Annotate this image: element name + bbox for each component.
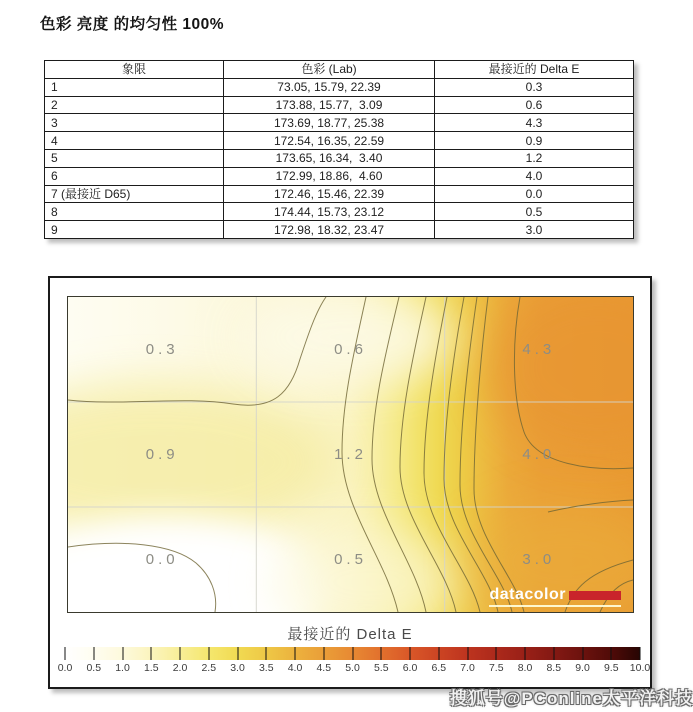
cell-delta-e: 0.5	[435, 203, 634, 221]
uniformity-heatmap	[67, 296, 634, 613]
colorbar-tick-label: 8.0	[517, 662, 533, 674]
cell-delta-e: 0.6	[435, 96, 634, 114]
heatmap-value-labels	[68, 297, 633, 612]
table-row	[45, 96, 634, 114]
colorbar-tick	[640, 647, 641, 660]
colorbar-tick-label: 9.0	[575, 662, 590, 674]
table-row	[45, 167, 634, 185]
quadrant-2-value: 0.6	[334, 341, 367, 358]
cell-delta-e: 1.2	[435, 149, 634, 167]
colorbar-tick-label: 6.5	[431, 662, 447, 674]
colorbar-tick-label: 1.5	[143, 662, 159, 674]
cell-quadrant: 8	[45, 203, 224, 221]
table-row	[45, 149, 634, 167]
table-row	[45, 132, 634, 150]
colorbar-tick-label: 7.5	[488, 662, 504, 674]
colorbar-tick-label: 10.0	[629, 662, 651, 674]
colorbar-tick	[323, 647, 324, 660]
cell-quadrant: 1	[45, 78, 224, 96]
cell-lab: 173.65, 16.34, 3.40	[224, 149, 435, 167]
colorbar-tick-labels	[57, 662, 651, 676]
colorbar-tick	[122, 647, 123, 660]
colorbar-tick-label: 3.0	[230, 662, 245, 674]
table-header-row	[45, 61, 634, 79]
cell-lab: 173.69, 18.77, 25.38	[224, 114, 435, 132]
colorbar-tick	[180, 647, 181, 660]
colorbar-title: 最接近的 Delta E	[287, 626, 413, 643]
colorbar-tick	[438, 647, 439, 660]
table-row	[45, 78, 634, 96]
quadrant-8-value: 0.5	[334, 551, 367, 568]
quadrant-6-value: 4.0	[522, 446, 556, 463]
colorbar-tick	[295, 647, 296, 660]
quadrant-5-value: 1.2	[334, 446, 367, 463]
colorbar-tick-label: 6.0	[402, 662, 418, 674]
cell-quadrant: 7 (最接近 D65)	[45, 185, 224, 203]
colorbar-tick-label: 2.0	[172, 662, 188, 674]
cell-lab: 172.46, 15.46, 22.39	[224, 185, 435, 203]
quadrant-3-value: 4.3	[522, 341, 556, 358]
colorbar-tick	[611, 647, 612, 660]
cell-quadrant: 5	[45, 149, 224, 167]
cell-delta-e: 3.0	[435, 221, 634, 239]
header-lab: 色彩 (Lab)	[224, 61, 435, 79]
cell-delta-e: 0.0	[435, 185, 634, 203]
cell-quadrant: 2	[45, 96, 224, 114]
colorbar-tick	[266, 647, 267, 660]
colorbar-tick	[553, 647, 554, 660]
cell-lab: 172.98, 18.32, 23.47	[224, 221, 435, 239]
watermark: 搜狐号@PConline太平洋科技	[449, 689, 693, 708]
cell-quadrant: 4	[45, 132, 224, 150]
colorbar-tick	[65, 647, 66, 660]
page-title: 色彩 亮度 的均匀性 100%	[40, 16, 225, 33]
colorbar-tick	[496, 647, 497, 660]
colorbar-tick-label: 0.5	[86, 662, 102, 674]
datacolor-logo-text: datacolor	[489, 586, 566, 603]
cell-delta-e: 0.9	[435, 132, 634, 150]
colorbar-tick-label: 7.0	[460, 662, 475, 674]
quadrant-1-value: 0.3	[145, 341, 179, 358]
colorbar-tick-label: 8.5	[546, 662, 562, 674]
colorbar-tick-label: 5.5	[373, 662, 389, 674]
colorbar-tick-label: 1.0	[115, 662, 130, 674]
colorbar-tick	[582, 647, 583, 660]
colorbar-tick-label: 4.5	[316, 662, 332, 674]
cell-lab: 73.05, 15.79, 22.39	[224, 78, 435, 96]
header-quadrant: 象限	[45, 61, 224, 79]
cell-delta-e: 0.3	[435, 78, 634, 96]
colorbar-tick	[525, 647, 526, 660]
colorbar-tick	[151, 647, 152, 660]
quadrant-4-value: 0.9	[145, 446, 179, 463]
colorbar-tick	[467, 647, 468, 660]
header-delta-e: 最接近的 Delta E	[435, 61, 634, 79]
colorbar-tick-label: 0.0	[57, 662, 73, 674]
cell-delta-e: 4.3	[435, 114, 634, 132]
colorbar-tick-label: 9.5	[603, 662, 619, 674]
quadrant-7-value: 0.0	[145, 551, 179, 568]
table-row	[45, 114, 634, 132]
colorbar-tick-label: 3.5	[258, 662, 274, 674]
table-row	[45, 185, 634, 203]
cell-lab: 174.44, 15.73, 23.12	[224, 203, 435, 221]
uniformity-chart-panel	[48, 276, 652, 689]
colorbar-tick	[93, 647, 94, 660]
colorbar-tick-label: 2.5	[201, 662, 217, 674]
table-row	[45, 203, 634, 221]
datacolor-logo-bar	[569, 591, 621, 600]
cell-lab: 173.88, 15.77, 3.09	[224, 96, 435, 114]
cell-quadrant: 9	[45, 221, 224, 239]
colorbar-gradient	[65, 647, 640, 660]
colorbar-tick	[208, 647, 209, 660]
colorbar-tick-label: 4.0	[287, 662, 303, 674]
colorbar-tick	[410, 647, 411, 660]
colorbar-tick	[237, 647, 238, 660]
cell-lab: 172.99, 18.86, 4.60	[224, 167, 435, 185]
cell-lab: 172.54, 16.35, 22.59	[224, 132, 435, 150]
delta-e-table	[44, 60, 634, 239]
colorbar-tick-label: 5.0	[345, 662, 360, 674]
colorbar-tick	[381, 647, 382, 660]
cell-delta-e: 4.0	[435, 167, 634, 185]
colorbar-tick	[352, 647, 353, 660]
datacolor-logo	[489, 587, 621, 607]
cell-quadrant: 6	[45, 167, 224, 185]
table-row	[45, 221, 634, 239]
cell-quadrant: 3	[45, 114, 224, 132]
quadrant-9-value: 3.0	[522, 551, 556, 568]
